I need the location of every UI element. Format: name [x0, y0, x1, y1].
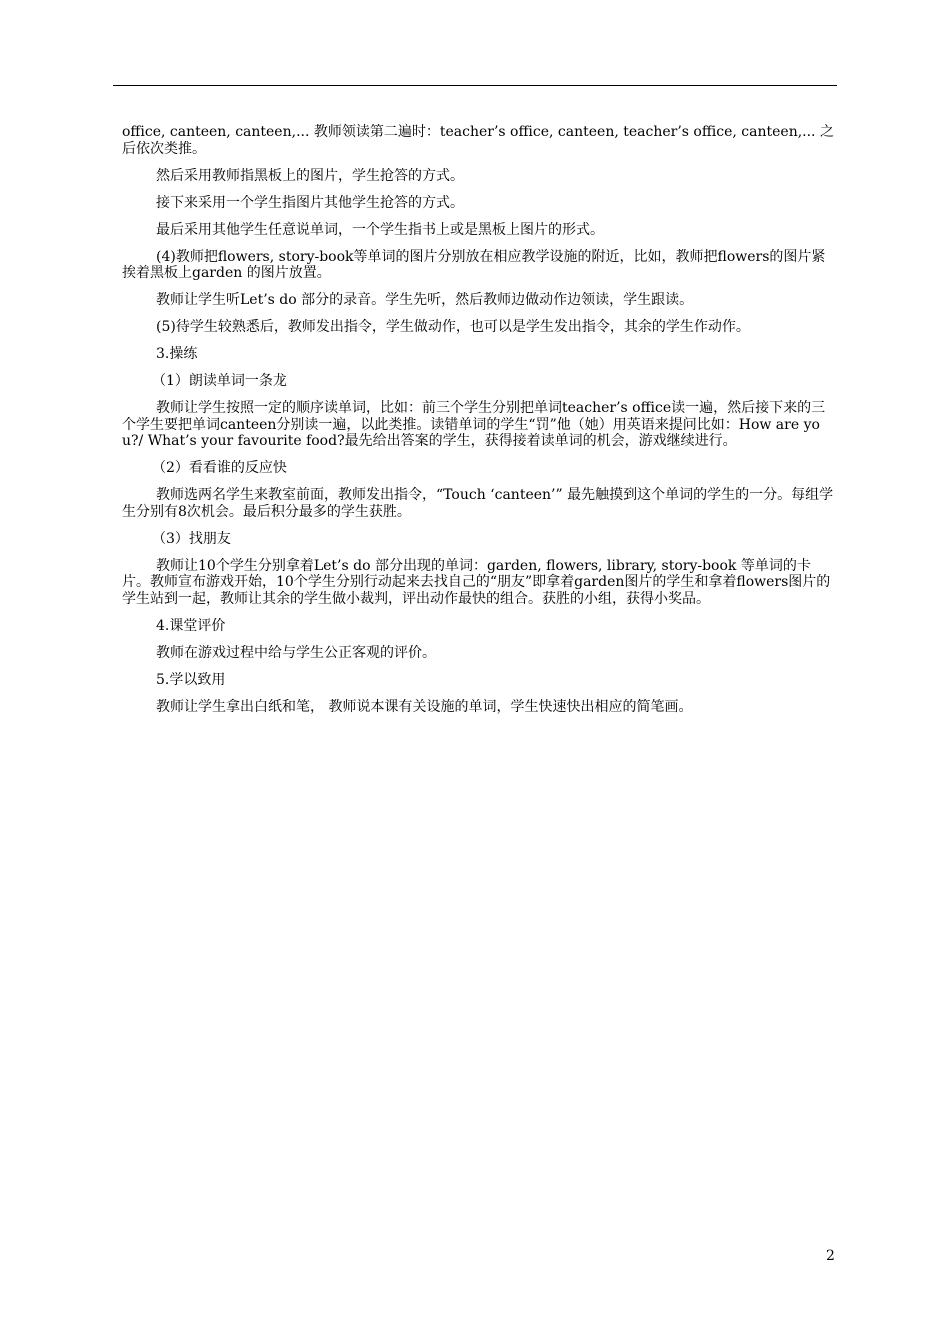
paragraph-6: 教师让学生听Let’s do 部分的录音。学生先听，然后教师边做动作边领读，学生跟读。: [156, 292, 694, 308]
paragraph-4: 最后采用其他学生任意说单词，一个学生指书上或是黑板上图片的形式。: [156, 221, 604, 238]
paragraph-3: 接下来采用一个学生指图片其他学生抢答的方式。: [156, 194, 464, 211]
header-rule: [113, 85, 837, 86]
paragraph-2: 然后采用教师指黑板上的图片，学生抢答的方式。: [156, 167, 464, 184]
paragraph-7: (5)待学生较熟悉后，教师发出指令，学生做动作，也可以是学生发出指令，其余的学生作动作。: [156, 319, 750, 335]
section-heading-application: 5.学以致用: [156, 671, 226, 688]
subheading-3: （3）找朋友: [152, 530, 231, 547]
page-number: 2: [826, 1248, 835, 1264]
document-body: [122, 124, 836, 726]
paragraph-18: 教师让学生拿出白纸和笔， 教师说本课有关设施的单词，学生快速快出相应的简笔画。: [156, 698, 693, 715]
paragraph-5: (4)教师把flowers, story-book等单词的图片分别放在相应教学设施的附近，比如，教师把flowers的图片紧挨着黑板上garden 的图片放置。: [122, 248, 826, 281]
paragraph-16: 教师在游戏过程中给与学生公正客观的评价。: [156, 644, 436, 661]
paragraph-12: 教师选两名学生来教室前面，教师发出指令，“Touch ‘canteen’” 最先触摸到这个单词的学生的一分。每组学生分别有8次机会。最后积分最多的学生获胜。: [122, 487, 834, 520]
paragraph-10: 教师让学生按照一定的顺序读单词，比如：前三个学生分别把单词teacher’s office读一遍，然后接下来的三个学生要把单词canteen分别读一遍，以此类推。读错单词的学生“罚”他（她）用英语来提问比如：How are you?/ What’s your favourite food?最先给出答案的学生，获得接着读单词的机会，游戏继续进行。: [122, 400, 826, 449]
paragraph-14: 教师让10个学生分别拿着Let’s do 部分出现的单词：garden, flowers, library, story-book 等单词的卡片。教师宣布游戏开始，10个学生分别行动起来去找自己的“朋友”即拿着garden图片的学生和拿着flowers图片的学生站到一起，教师让其余的学生做小裁判，评出动作最快的组合。获胜的小组，获得小奖品。: [122, 557, 831, 607]
section-heading-practice: 3.操练: [156, 346, 198, 362]
subheading-2: （2）看看谁的反应快: [152, 460, 287, 476]
subheading-1: （1）朗读单词一条龙: [152, 373, 287, 389]
paragraph-1: office, canteen, canteen,... 教师领读第二遍时：teacher’s office, canteen, teacher’s office, canteen,... 之后依次类推。: [122, 124, 834, 157]
section-heading-evaluation: 4.课堂评价: [156, 617, 226, 634]
